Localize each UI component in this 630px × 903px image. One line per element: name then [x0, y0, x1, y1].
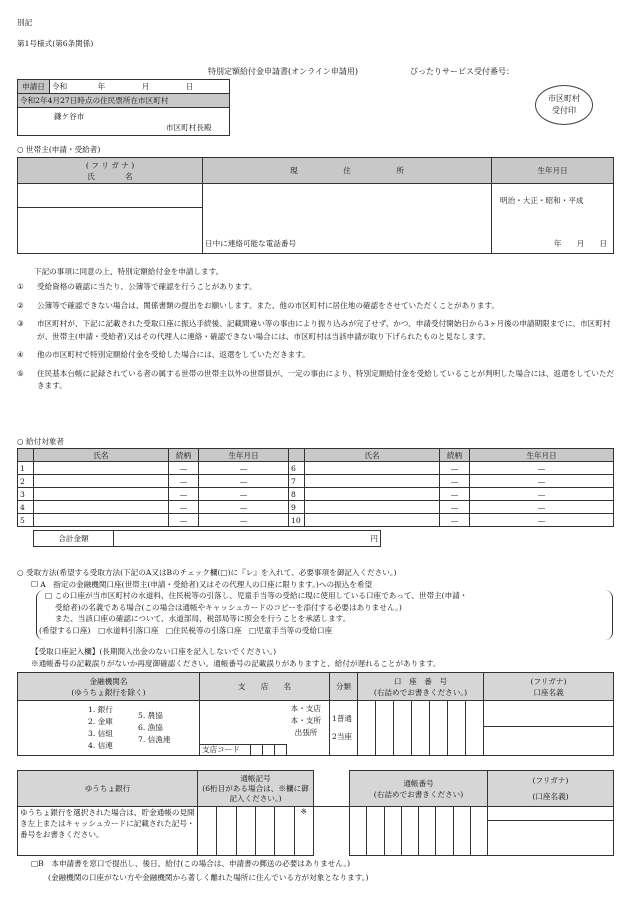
- yucho-header: ゆうちょ銀行: [18, 771, 198, 807]
- relation-cell[interactable]: —: [440, 514, 470, 527]
- account-digit-boxes: [358, 701, 483, 755]
- branch-code-digit[interactable]: [263, 744, 275, 756]
- option-b[interactable]: □B 本申請書を窓口で提出し、後日、給付(この場合は、申請書の郵送の必要はありません。): [31, 859, 351, 868]
- consent-text: 受給資格の確認に当たり、公簿等で確認を行うことがあります。: [37, 282, 257, 291]
- relation-header: 続柄: [169, 449, 199, 462]
- option-a-note-2: 受給者)の名義である場合(この場合は通帳やキャッシュカードのコピーを添付する必要はありません。): [55, 602, 402, 612]
- birth-cell[interactable]: —: [199, 501, 289, 514]
- mark-input[interactable]: [198, 807, 314, 856]
- yucho-table: [17, 770, 614, 856]
- number-header: [350, 771, 488, 807]
- holder-input[interactable]: [484, 701, 614, 756]
- householder-section-title: ○ 世帯主(申請・受給者): [17, 145, 101, 154]
- era-label: 令和: [52, 82, 68, 91]
- row-number: 2: [18, 475, 34, 488]
- birth-header: 生年月日: [492, 158, 614, 184]
- account-type-option: 1普通: [332, 714, 353, 723]
- relation-cell[interactable]: —: [440, 475, 470, 488]
- yucho-name-input[interactable]: [488, 821, 613, 855]
- institution-label: 金融機関名: [89, 676, 128, 686]
- row-number: 6: [289, 462, 305, 475]
- row-number: 10: [289, 514, 305, 527]
- total-amount-input[interactable]: [114, 531, 381, 547]
- date-label: 申請日: [18, 80, 50, 94]
- account-digit[interactable]: [394, 701, 412, 755]
- row-number: 4: [18, 501, 34, 514]
- year-label: 年: [97, 82, 106, 91]
- mayor-label: 市区町村長殿: [166, 123, 212, 132]
- account-digit[interactable]: [430, 701, 448, 755]
- receipt-stamp: [535, 85, 593, 125]
- branch-code-label: 支店コード: [199, 744, 251, 756]
- relation-cell[interactable]: —: [440, 462, 470, 475]
- account-number-header: [358, 673, 484, 701]
- account-entry-header: 【受取口座記入欄】(長期間入出金のない口座を記入しないでください。): [31, 647, 277, 656]
- holder-furigana-label: (フリガナ): [530, 676, 567, 686]
- kind-option: 6. 漁協: [138, 723, 163, 732]
- annex-label: 別記: [17, 18, 33, 27]
- mark-digit[interactable]: [217, 807, 236, 855]
- branch-kind-option: 本・支店: [290, 704, 321, 713]
- holder-name-input[interactable]: [484, 727, 613, 755]
- account-digit[interactable]: [448, 701, 466, 755]
- stamp-line-2: 受付印: [552, 106, 576, 115]
- mark-digit[interactable]: [275, 807, 294, 855]
- account-digit[interactable]: [466, 701, 483, 755]
- name-label: 氏 名: [87, 171, 133, 181]
- relation-cell[interactable]: —: [169, 462, 199, 475]
- number-digit[interactable]: [419, 807, 436, 855]
- city-name: 鎌ケ谷市: [54, 112, 85, 121]
- relation-header: 続柄: [440, 449, 470, 462]
- branch-input[interactable]: [200, 701, 330, 756]
- account-number-label: 口 座 番 号: [393, 676, 448, 686]
- mark-digit[interactable]: [198, 807, 217, 855]
- account-type-header: 分類: [330, 673, 358, 701]
- ticket-number-label: ぴったりサービス受付番号：: [410, 67, 514, 76]
- residence-note: 令和2年4月27日時点の住民票所在市区町村: [18, 94, 230, 108]
- relation-cell[interactable]: —: [169, 514, 199, 527]
- form-number: 第1号様式(第6条関係): [17, 39, 94, 48]
- yucho-holder-header: [488, 771, 614, 807]
- mark-label: 通帳記号: [240, 773, 271, 783]
- number-digit[interactable]: [350, 807, 367, 855]
- mark-digit[interactable]: [237, 807, 256, 855]
- option-b-note: (金融機関の口座がない方や金融機関から著しく離れた場所に住んでいる方が対象となります。): [48, 873, 369, 882]
- table-row: [18, 475, 614, 488]
- birth-cell[interactable]: —: [199, 488, 289, 501]
- kind-option: 3. 信組: [88, 729, 113, 738]
- consent-no: ⑤: [17, 368, 24, 378]
- address-header: 現 住 所: [203, 158, 492, 184]
- yucho-note: ゆうちょ銀行を選択された場合は、貯金通帳の見開き左上またはキャッシュカードに記載された記号・番号をお書きください。: [18, 807, 198, 856]
- table-row: [18, 514, 614, 527]
- birth-header: 生年月日: [470, 449, 614, 462]
- option-a: [31, 579, 372, 590]
- consent-intro: 下記の事項に同意の上、特別定額給付金を申請します。: [34, 267, 224, 276]
- option-a-checkbox[interactable]: □: [31, 579, 39, 588]
- consent-no: ④: [17, 350, 24, 359]
- row-number: 8: [289, 488, 305, 501]
- targets-section-title: ○ 給付対象者: [17, 437, 65, 446]
- institution-header: [18, 673, 200, 701]
- furigana-header: ( フ リ ガ ナ ): [85, 160, 135, 170]
- name-header: [18, 158, 203, 184]
- relation-cell[interactable]: —: [169, 475, 199, 488]
- number-digit[interactable]: [385, 807, 402, 855]
- kind-option: 4. 信連: [88, 741, 113, 750]
- row-number: 5: [18, 514, 34, 527]
- number-label: 通帳番号: [403, 778, 434, 788]
- consent-item: [17, 318, 617, 343]
- consent-text: 他の市区町村で特別定額給付金を受給した場合には、返還をしていただきます。: [37, 350, 310, 359]
- yucho-furigana-input[interactable]: [488, 807, 613, 821]
- num-header: [18, 449, 34, 462]
- householder-table: [17, 157, 614, 254]
- option-a-label: A 指定の金融機関口座(世帯主(申請・受給者)又はその代理人の口座に限ります。)への振込を希望: [40, 580, 373, 589]
- number-sublabel: (右詰めでお書きください): [373, 789, 464, 799]
- branch-code-digit[interactable]: [275, 744, 287, 756]
- name-cell[interactable]: [305, 462, 440, 475]
- option-a-note-bracket: [36, 590, 613, 640]
- consent-item: [17, 349, 617, 362]
- targets-table: [17, 448, 614, 527]
- stamp-line-1: 市区町村: [548, 94, 580, 103]
- institution-kinds-left: [88, 704, 113, 752]
- birth-cell[interactable]: —: [199, 462, 289, 475]
- number-digit-boxes: [350, 807, 487, 855]
- day-label: 日: [185, 82, 194, 91]
- ymd-label: 年 月 日: [553, 239, 607, 248]
- birth-cell[interactable]: —: [470, 488, 614, 501]
- consent-no: ③: [17, 319, 24, 328]
- kind-option: 5. 農協: [138, 711, 163, 720]
- birth-cell[interactable]: —: [199, 514, 289, 527]
- method-section-title: ○ 受取方法(希望する受取方法(下記のA又はBのチェック欄(□)に『レ』を入れて、必要事項を御記入ください。): [17, 568, 397, 577]
- account-digit[interactable]: [376, 701, 394, 755]
- date-field[interactable]: [50, 80, 230, 94]
- name-cell[interactable]: [305, 488, 440, 501]
- spacer-cell: [314, 807, 350, 856]
- phone-label: 日中に連絡可能な電話番号: [205, 239, 297, 248]
- name-cell[interactable]: [34, 488, 169, 501]
- era-options: 明治・大正・昭和・平成: [500, 196, 584, 205]
- consent-item: [17, 368, 617, 393]
- application-date-box: [17, 79, 230, 136]
- account-type-input[interactable]: [330, 701, 358, 756]
- number-digit[interactable]: [471, 807, 487, 855]
- relation-cell[interactable]: —: [169, 488, 199, 501]
- name-input[interactable]: [18, 208, 203, 254]
- account-type-option: 2当座: [332, 732, 353, 741]
- yucho-holder-input[interactable]: [488, 807, 614, 856]
- total-label: 合計金額: [34, 531, 114, 547]
- account-number-input[interactable]: [358, 701, 484, 756]
- yucho-holder-label: (口座名義): [532, 792, 569, 801]
- consent-item: [17, 300, 617, 313]
- number-digit[interactable]: [436, 807, 453, 855]
- birth-cell[interactable]: —: [470, 462, 614, 475]
- number-digit[interactable]: [454, 807, 471, 855]
- number-digit[interactable]: [367, 807, 384, 855]
- num-header: [289, 449, 305, 462]
- birth-cell[interactable]: —: [470, 501, 614, 514]
- row-number: 9: [289, 501, 305, 514]
- birth-cell[interactable]: —: [470, 475, 614, 488]
- mark-sublabel: (6桁目がある場合は、※欄に御記入ください。): [202, 783, 309, 803]
- row-number: 3: [18, 488, 34, 501]
- consent-text: 市区町村が、下記に記載された受取口座に振込手続後、記載間違い等の事由により振り込みが完了せず、かつ、申請受付開始日から3ヶ月後の申請期限までに、市区町村が、世帯主(申請・受給者)又はその代理人に連絡・確認できない場合には、市区町村は当該申請が取り下げられたものと見なします。: [37, 319, 611, 341]
- row-number: 7: [289, 475, 305, 488]
- consent-no: ①: [17, 282, 24, 291]
- account-digit[interactable]: [412, 701, 430, 755]
- relation-cell[interactable]: —: [440, 501, 470, 514]
- number-digit[interactable]: [402, 807, 419, 855]
- number-input[interactable]: [350, 807, 488, 856]
- name-cell[interactable]: [34, 475, 169, 488]
- kind-option: 7. 信漁連: [138, 735, 171, 744]
- kind-option: 1. 銀行: [88, 705, 113, 714]
- mark-digit[interactable]: [256, 807, 275, 855]
- kind-option: 2. 金庫: [88, 717, 113, 726]
- mark-header: [198, 771, 314, 807]
- consent-text: 公簿等で確認できない場合は、関係書類の提出をお願いします。また、他の市区町村に居住地の確認をさせていただくことがあります。: [37, 300, 499, 310]
- consent-text: 住民基本台帳に記録されている者の属する世帯の世帯主以外の世帯員が、一定の事由により、特別定額給付金を受給していることが判明した場合には、返還をしていただきます。: [37, 368, 615, 390]
- relation-cell[interactable]: —: [169, 501, 199, 514]
- spacer-cell: [314, 771, 350, 807]
- address-input[interactable]: [203, 184, 492, 254]
- holder-furigana-input[interactable]: [484, 701, 613, 727]
- name-cell[interactable]: [305, 475, 440, 488]
- mark-extra-digit[interactable]: ※: [300, 807, 307, 816]
- total-amount-box: [33, 530, 381, 547]
- birth-header: 生年月日: [199, 449, 289, 462]
- birth-input[interactable]: [492, 184, 614, 254]
- branch-code-digit[interactable]: [251, 744, 263, 756]
- furigana-input[interactable]: [18, 184, 203, 208]
- desired-account-options[interactable]: (希望する口座) □水道料引落口座 □住民税等の引落口座 □児童手当等の受給口座: [39, 625, 333, 635]
- yen-unit: 円: [370, 534, 378, 543]
- month-label: 月: [141, 82, 150, 91]
- account-digit[interactable]: [358, 701, 376, 755]
- branch-kind-option: 本・支所: [290, 716, 321, 725]
- name-cell[interactable]: [305, 501, 440, 514]
- institution-input[interactable]: [18, 701, 200, 756]
- option-a-note-1[interactable]: □ この口座が当市区町村の水道料、住民税等の引落し、児童手当等の受給に現に使用している口座であって、世帯主(申請・: [45, 591, 468, 600]
- birth-cell[interactable]: —: [199, 475, 289, 488]
- branch-kind-option: 出張所: [294, 728, 318, 737]
- table-row: [18, 501, 614, 514]
- name-cell[interactable]: [34, 501, 169, 514]
- table-row: [18, 488, 614, 501]
- consent-no: ②: [17, 300, 24, 310]
- row-number: 1: [18, 462, 34, 475]
- yucho-furigana-label: (フリガナ): [532, 776, 569, 785]
- birth-cell[interactable]: —: [470, 514, 614, 527]
- institution-kinds-right: [138, 710, 170, 746]
- name-cell[interactable]: [305, 514, 440, 527]
- table-row: [18, 462, 614, 475]
- name-cell[interactable]: [34, 514, 169, 527]
- form-title: 特別定額給付金申請書(オンライン申請用): [208, 67, 359, 76]
- consent-item: [17, 281, 617, 294]
- consent-list: [17, 281, 617, 393]
- municipality-field: [18, 108, 230, 136]
- option-a-note-3: また、当該口座の確認について、水道部局、税部局等に照会を行うことを承諾します。: [55, 614, 351, 623]
- name-header: 氏名: [34, 449, 169, 462]
- bank-account-table: [17, 672, 614, 756]
- branch-kinds: [291, 703, 321, 739]
- branch-header: 支 店 名: [200, 673, 330, 701]
- holder-label: 口座名義: [533, 687, 564, 697]
- name-header: 氏名: [305, 449, 440, 462]
- holder-header: [484, 673, 614, 701]
- institution-sublabel: (ゆうちょ銀行を除く): [71, 687, 146, 697]
- mark-digit-boxes: [198, 807, 313, 855]
- branch-code-row: [199, 744, 331, 756]
- account-number-warning: ※通帳番号の記載誤りがないか再度御確認ください。通帳番号の記載誤りがありますと、給付が遅れることがあります。: [31, 659, 441, 668]
- name-cell[interactable]: [34, 462, 169, 475]
- account-number-sublabel: (右詰めでお書きください。): [373, 687, 468, 697]
- relation-cell[interactable]: —: [440, 488, 470, 501]
